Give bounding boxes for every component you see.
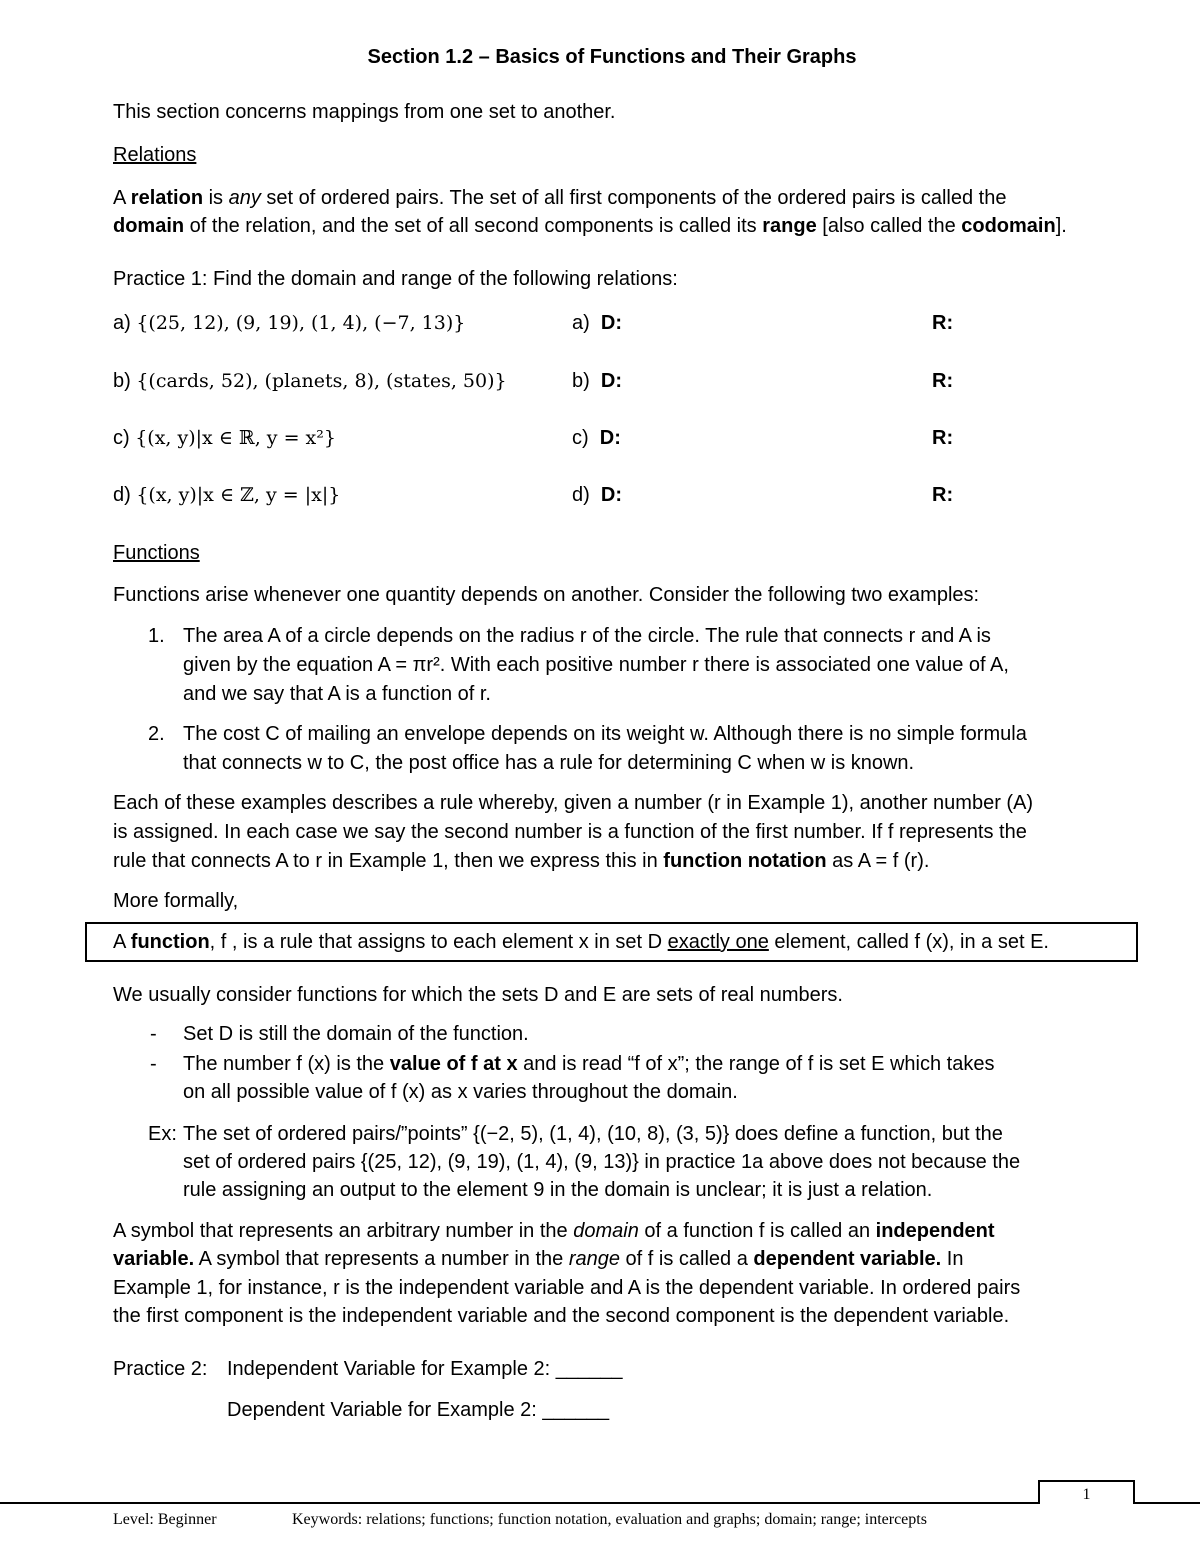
footer-rule-right	[1133, 1502, 1200, 1504]
practice1-prompt: Practice 1: Find the domain and range of the following relations:	[113, 268, 678, 290]
example1-line3: and we say that A is a function of r.	[183, 683, 491, 705]
function-definition: A function, f , is a rule that assigns to each element x in set D exactly one element, called f (x), in a set E.	[113, 931, 1049, 953]
footer-keywords: Keywords: relations; functions; function notation, evaluation and graphs; domain; range; intercepts	[292, 1511, 927, 1528]
range-blank-c: R:	[932, 427, 954, 449]
practice2-dependent: Dependent Variable for Example 2: ______	[227, 1399, 610, 1421]
example2-line2: that connects w to C, the post office has a rule for determining C when w is known.	[183, 752, 915, 774]
sets-real-numbers: We usually consider functions for which the sets D and E are sets of real numbers.	[113, 984, 843, 1006]
rule-paragraph-line3: rule that connects A to r in Example 1, then we express this in function notation as A = f (r).	[113, 850, 930, 872]
example-line3: rule assigning an output to the element 9 in the domain is unclear; it is just a relation.	[183, 1179, 933, 1201]
answer-label-a: a) D:	[572, 312, 623, 334]
functions-heading: Functions	[113, 542, 200, 564]
example2-line1: The cost C of mailing an envelope depends on its weight w. Although there is no simple formula	[183, 723, 1027, 745]
example-line2: set of ordered pairs {(25, 12), (9, 19), (1, 4), (9, 13)} in practice 1a above does not because the	[183, 1151, 1021, 1173]
bullet-value-line2: on all possible value of f (x) as x varies throughout the domain.	[183, 1081, 738, 1103]
range-blank-d: R:	[932, 484, 954, 506]
practice2-independent: Independent Variable for Example 2: ______	[227, 1358, 623, 1380]
variable-paragraph-line3: Example 1, for instance, r is the independent variable and A is the dependent variable. In ordered pairs	[113, 1277, 1021, 1299]
rule-paragraph-line1: Each of these examples describes a rule whereby, given a number (r in Example 1), another number (A)	[113, 792, 1034, 814]
answer-label-d: d) D:	[572, 484, 623, 506]
variable-paragraph-line1: A symbol that represents an arbitrary number in the domain of a function f is called an independent	[113, 1220, 995, 1242]
footer-rule-left	[0, 1502, 1040, 1504]
footer-level: Level: Beginner	[113, 1511, 217, 1528]
relation-definition-line1: A relation is any set of ordered pairs. The set of all first components of the ordered pairs is called the	[113, 187, 1007, 209]
range-blank-a: R:	[932, 312, 954, 334]
practice2-label: Practice 2:	[113, 1358, 208, 1380]
more-formally: More formally,	[113, 890, 239, 912]
answer-label-b: b) D:	[572, 370, 623, 392]
functions-intro: Functions arise whenever one quantity depends on another. Consider the following two examples:	[113, 584, 980, 606]
bullet-value: The number f (x) is the value of f at x and is read “f of x”; the range of f is set E which takes	[183, 1053, 995, 1075]
relation-item-c: c) {(x, y)|x ∈ ℝ, y = x²}	[113, 427, 336, 449]
variable-paragraph-line2: variable. A symbol that represents a number in the range of f is called a dependent variable. In	[113, 1248, 964, 1270]
relation-definition-line2: domain of the relation, and the set of all second components is called its range [also called the codomain].	[113, 215, 1067, 237]
bullet-domain: Set D is still the domain of the function.	[183, 1023, 529, 1045]
range-blank-b: R:	[932, 370, 954, 392]
example-line1: The set of ordered pairs/”points” {(−2, 5), (1, 4), (10, 8), (3, 5)} does define a function, but the	[183, 1123, 1003, 1145]
answer-label-c: c) D:	[572, 427, 621, 449]
relation-item-a: a) {(25, 12), (9, 19), (1, 4), (−7, 13)}	[113, 312, 466, 334]
page-title: Section 1.2 – Basics of Functions and Their Graphs	[367, 46, 857, 68]
intro-text: This section concerns mappings from one set to another.	[113, 101, 616, 123]
bullet-marker-2: -	[150, 1053, 157, 1075]
rule-paragraph-line2: is assigned. In each case we say the second number is a function of the first number. If f represents the	[113, 821, 1027, 843]
relation-item-d: d) {(x, y)|x ∈ ℤ, y = |x|}	[113, 484, 341, 506]
example2-number: 2.	[148, 723, 165, 745]
example1-line1: The area A of a circle depends on the radius r of the circle. The rule that connects r and A is	[183, 625, 991, 647]
example-label: Ex:	[148, 1123, 177, 1145]
example1-number: 1.	[148, 625, 165, 647]
bullet-marker-1: -	[150, 1023, 157, 1045]
relation-item-b: b) {(cards, 52), (planets, 8), (states, 50)}	[113, 370, 507, 392]
variable-paragraph-line4: the first component is the independent variable and the second component is the dependent variable.	[113, 1305, 1010, 1327]
relations-heading: Relations	[113, 144, 197, 166]
page-number: 1	[1082, 1486, 1091, 1503]
example1-line2: given by the equation A = πr². With each positive number r there is associated one value of A,	[183, 654, 1009, 676]
